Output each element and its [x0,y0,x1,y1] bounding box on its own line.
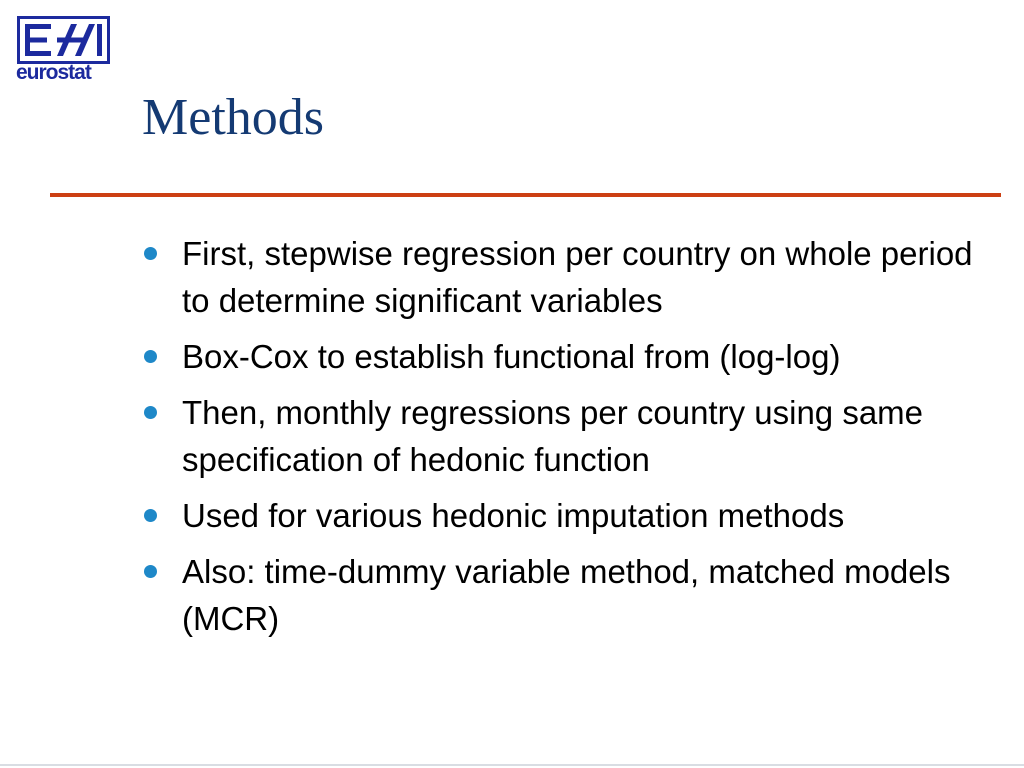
bullet-list [142,230,1002,651]
bullet-dot-icon [144,406,157,419]
bullet-text: Box-Cox to establish functional from (log-log) [182,338,841,375]
bullet-item [142,548,1002,642]
bullet-item [142,389,1002,483]
bullet-text: Used for various hedonic imputation methods [182,497,845,534]
bullet-dot-icon [144,247,157,260]
bullet-item [142,492,1002,539]
bullet-dot-icon [144,509,157,522]
bullet-dot-icon [144,350,157,363]
eurostat-emblem-icon [17,16,110,64]
slide-title: Methods [142,89,324,146]
bullet-item [142,230,1002,324]
bullet-text: Also: time-dummy variable method, matched models (MCR) [182,553,951,637]
bullet-dot-icon [144,565,157,578]
title-divider [50,193,1001,197]
footer-divider [0,764,1024,766]
bullet-text: First, stepwise regression per country on whole period to determine significant variables [182,235,973,319]
eurostat-logo [17,16,112,86]
bullet-text: Then, monthly regressions per country using same specification of hedonic function [182,394,924,478]
logo-text: eurostat [16,61,91,84]
bullet-item [142,333,1002,380]
